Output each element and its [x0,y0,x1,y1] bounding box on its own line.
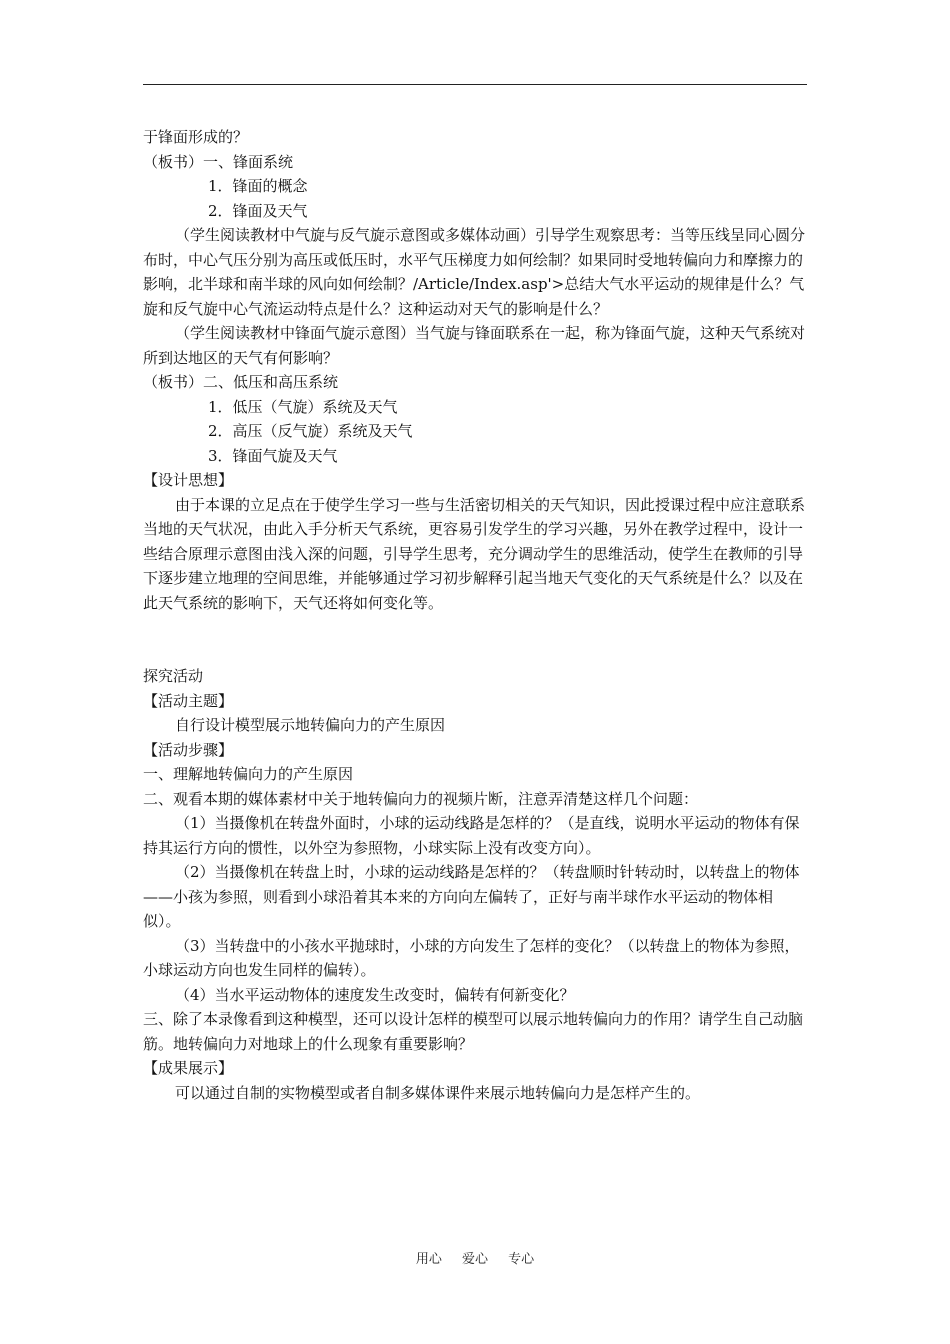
paragraph: （学生阅读教材中气旋与反气旋示意图或多媒体动画）引导学生观察思考：当等压线呈同心圆分布时，中心气压分别为高压或低压时，水平气压梯度力如何绘制？如果同时受地转偏向力和摩擦力的影响，北半球和南半球的风向如何绘制？/Article/Index.asp'>总结大气水平运动的规律是什么？气旋和反气旋中心气流运动特点是什么？这种运动对天气的影响是什么？ [143,226,806,318]
paragraph: （3）当转盘中的小孩水平抛球时，小球的方向发生了怎样的变化？（以转盘上的物体为参照，小球运动方向也发生同样的偏转）。 [143,936,800,979]
paragraph: 可以通过自制的实物模型或者自制多媒体课件来展示地转偏向力是怎样产生的。 [175,1083,701,1102]
section-heading: 探究活动 [143,667,204,685]
paragraph: 三、除了本录像看到这种模型，还可以设计怎样的模型可以展示地转偏向力的作用？请学生自己动脑筋。地转偏向力对地球上的什么现象有重要影响？ [143,1010,804,1053]
text-line: 2．锋面及天气 [208,201,308,220]
paragraph: （1）当摄像机在转盘外面时，小球的运动线路是怎样的？（是直线，说明水平运动的物体有保持其运行方向的惯性，以外空为参照物，小球实际上没有改变方向）。 [143,814,800,857]
text-line: 一、理解地转偏向力的产生原因 [143,765,354,783]
text-line: （板书）二、低压和高压系统 [143,373,339,391]
paragraph: （学生阅读教材中锋面气旋示意图）当气旋与锋面联系在一起，称为锋面气旋，这种天气系统对所到达地区的天气有何影响？ [143,324,806,367]
footer-item: 爱心 [461,1252,488,1267]
document-body [143,125,808,1105]
text-line: 1．锋面的概念 [208,177,308,195]
footer-item: 用心 [415,1252,442,1267]
section-heading: 【设计思想】 [143,471,234,489]
header-rule [143,84,807,85]
spacer [143,615,808,664]
text-line: （板书）一、锋面系统 [143,152,294,171]
section-heading: 【成果展示】 [143,1059,234,1077]
footer-item: 专心 [508,1252,535,1267]
paragraph: 自行设计模型展示地转偏向力的产生原因 [175,716,446,734]
paragraph: （2）当摄像机在转盘上时，小球的运动线路是怎样的？（转盘顺时针转动时，以转盘上的物体——小孩为参照，则看到小球沿着其本来的方向向左偏转了，正好与南半球作水平运动的物体相似）。 [143,863,800,930]
text-line: 于锋面形成的？ [143,128,249,146]
section-heading: 【活动步骤】 [143,740,234,759]
text-line: 1．低压（气旋）系统及天气 [208,397,398,416]
text-line: 二、观看本期的媒体素材中关于地转偏向力的视频片断，注意弄清楚这样几个问题： [143,789,699,808]
paragraph: （4）当水平运动物体的速度发生改变时，偏转有何新变化？ [175,985,575,1004]
page-footer [0,1248,950,1267]
section-heading: 【活动主题】 [143,691,234,710]
paragraph: 由于本课的立足点在于使学生学习一些与生活密切相关的天气知识，因此授课过程中应注意联系当地的天气状况，由此入手分析天气系统，更容易引发学生的学习兴趣，另外在教学过程中，设计一些结合原理示意图由浅入深的问题，引导学生思考，充分调动学生的思维活动，使学生在教师的引导下逐步建立地理的空间思维，并能够通过学习初步解释引起当地天气变化的天气系统是什么？以及在此天气系统的影响下，天气还将如何变化等。 [143,495,806,612]
text-line: 2．高压（反气旋）系统及天气 [208,422,413,440]
text-line: 3．锋面气旋及天气 [208,446,338,465]
